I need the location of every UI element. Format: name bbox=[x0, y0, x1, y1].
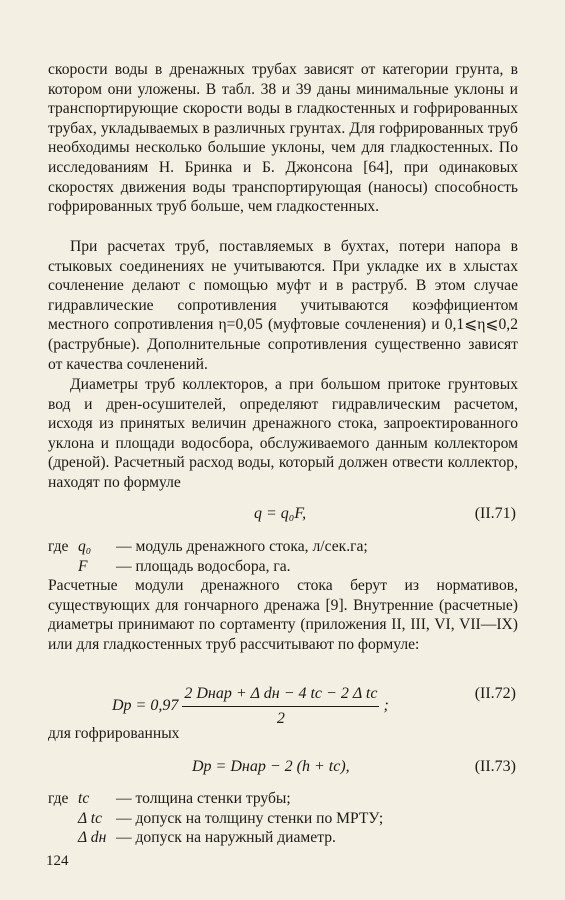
equation-number: (II.72) bbox=[474, 685, 516, 702]
definition-symbol: F bbox=[78, 557, 88, 575]
paragraph-text: Диаметры труб коллекторов, а при большом притоке грунтовых вод и дрен-осушителей, определяют гидравлическим расчетом, исходя из принятых величин дренажного стока, запроектированного уклона и площади водосбора, обслуживаемого данным коллектором (дреной). Расчетный расход воды, который должен отвести коллектор, находят по формуле bbox=[48, 376, 518, 491]
paragraph-text: для гофрированных bbox=[48, 725, 180, 742]
formula-expression: q = q₀F, bbox=[254, 505, 307, 522]
paragraph-5 bbox=[48, 724, 518, 744]
paragraph-text: При расчетах труб, поставляемых в бухтах, потери напора в стыковых соединениях не учитываются. При укладке их в хлыстах сочленение делают с помощью муфт и в раструб. В этом случае гидравлические сопротивления учитываются коэффициентом местного сопротивления η=0,05 (муфтовые сочленения) и 0,1⩽η⩽0,2 (раструбные). Дополнительные сопротивления существенно зависят от качества сочленений. bbox=[48, 238, 518, 373]
definition-lead bbox=[48, 828, 78, 848]
definition-text: — модуль дренажного стока, л/сек.га; bbox=[116, 538, 368, 555]
paragraph-text: скорости воды в дренажных трубах зависят от категории грунта, в котором они уложены. В табл. 38 и 39 даны минимальные уклоны и транспортирующие скорости воды в гладкостенных и гофрированных трубах, укладываемых в различных грунтах. Для гофрированных труб необходимы несколько большие уклоны, чем для гладкостенных. По исследованиям Н. Бринка и Б. Джонсона [64], при одинаковых скоростях движения воды транспортирующая (наносы) способность гофрированных труб больше, чем гладкостенных. bbox=[48, 61, 518, 216]
formula-II-72 bbox=[48, 682, 518, 727]
definition-row bbox=[48, 828, 518, 848]
definition-row bbox=[48, 789, 518, 809]
definition-symbol: Δ tс bbox=[78, 809, 103, 827]
paragraph-3 bbox=[48, 375, 518, 493]
formula-lhs: Dр = 0,97 bbox=[112, 697, 179, 715]
definitions-2 bbox=[48, 789, 518, 848]
paragraph-text: Расчетные модули дренажного стока берут из нормативов, существующих для гончарного дренажа [9]. Внутренние (расчетные) диаметры принимают по сортаменту (приложения II, III, VI, VII—IX) или для гладкостенных труб рассчитывают по формуле: bbox=[48, 577, 518, 653]
formula-expression: Dр = Dнар − 2 (h + tс), bbox=[192, 758, 350, 775]
equation-number: (II.71) bbox=[474, 505, 516, 522]
paragraph-1 bbox=[48, 60, 518, 217]
formula-II-73 bbox=[48, 755, 518, 779]
definition-symbol: q₀ bbox=[78, 538, 92, 555]
definition-row bbox=[48, 537, 518, 557]
definition-lead: где bbox=[48, 790, 69, 807]
definition-symbol: tс bbox=[78, 790, 90, 807]
formula-tail: ; bbox=[383, 697, 389, 715]
definition-row bbox=[48, 557, 518, 577]
page-number: 124 bbox=[46, 853, 69, 869]
paragraph-2 bbox=[48, 237, 518, 374]
definition-row bbox=[48, 809, 518, 829]
definition-text: — допуск на наружный диаметр. bbox=[116, 829, 336, 847]
definition-lead bbox=[48, 809, 78, 829]
fraction-denominator: 2 bbox=[276, 710, 285, 727]
equation-number: (II.73) bbox=[474, 758, 516, 775]
fraction-numerator: 2 Dнар + Δ dн − 4 tс − 2 Δ tс bbox=[182, 682, 379, 707]
definition-lead bbox=[48, 557, 78, 577]
definition-text: — толщина стенки трубы; bbox=[116, 790, 291, 807]
formula-II-71 bbox=[48, 502, 518, 526]
paragraph-4 bbox=[48, 576, 518, 654]
definition-text: — площадь водосбора, га. bbox=[116, 557, 291, 575]
definitions-1 bbox=[48, 537, 518, 576]
definition-lead: где bbox=[48, 538, 69, 555]
definition-text: — допуск на толщину стенки по МРТУ; bbox=[116, 809, 384, 827]
definition-symbol: Δ dн bbox=[78, 829, 107, 847]
